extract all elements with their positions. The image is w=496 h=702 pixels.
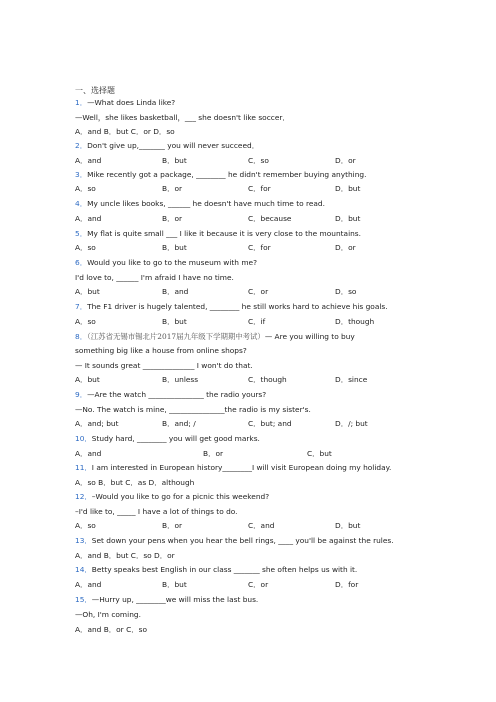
- question-number: 12．: [75, 492, 92, 501]
- option-a: A．and: [75, 214, 102, 223]
- question-number: 5．: [75, 229, 88, 238]
- option-a: A．and: [75, 156, 102, 165]
- question-4: [75, 199, 325, 209]
- question-number: 9．: [75, 390, 88, 399]
- question-15: [75, 595, 258, 605]
- question-6-line2: I'd love to, ______ I'm afraid I have no time.: [75, 273, 234, 282]
- option-a: A．so: [75, 184, 96, 193]
- option-a: A．so: [75, 521, 96, 530]
- question-number: 6．: [75, 258, 88, 267]
- option-d: D．since: [335, 375, 368, 384]
- question-text: I am interested in European history________I will visit European doing my holiday.: [91, 463, 392, 472]
- option-c: C．for: [248, 184, 271, 193]
- question-8-line2: something big like a house from online shops?: [75, 346, 247, 355]
- option-c: C．if: [248, 317, 266, 326]
- question-text: —Hurry up, ________we will miss the last bus.: [91, 595, 259, 604]
- question-text: Set down your pens when you hear the bell rings, ____ you'll be against the rules.: [91, 536, 394, 545]
- question-text: Betty speaks best English in our class _______ she often helps us with it.: [91, 565, 358, 574]
- question-2: [75, 141, 259, 151]
- question-text: Mike recently got a package, ________ he didn't remember buying anything.: [87, 170, 367, 179]
- question-number: 7．: [75, 302, 88, 311]
- question-text: –Would you like to go for a picnic this weekend?: [91, 492, 270, 501]
- option-a: A．and: [75, 449, 102, 458]
- question-number: 11．: [75, 463, 92, 472]
- question-text: Don't give up,_______ you will never succeed．: [87, 141, 260, 150]
- question-text: My uncle likes books, ______ he doesn't have much time to read.: [87, 199, 325, 208]
- option-d: D．but: [335, 521, 361, 530]
- question-12: [75, 492, 269, 502]
- question-text: My flat is quite small ___ I like it because it is very close to the mountains.: [87, 229, 362, 238]
- question-8-line3: — It sounds great ______________ I won't do that.: [75, 361, 253, 370]
- section-title: 一、选择题: [75, 86, 115, 95]
- option-c: C．because: [248, 214, 292, 223]
- question-5: [75, 229, 361, 239]
- question-13: [75, 536, 394, 546]
- question-1-line2: —Well，she likes basketball，___ she doesn't like soccer．: [75, 113, 290, 122]
- option-c: C．or: [248, 287, 269, 296]
- option-d: D．or: [335, 243, 356, 252]
- option-c: C．or: [248, 580, 269, 589]
- option-d: D．so: [335, 287, 357, 296]
- question-15-options: A．and B．or C．so: [75, 625, 147, 634]
- option-d: D．though: [335, 317, 375, 326]
- question-6: [75, 258, 257, 268]
- question-source: （江苏省无锡市锡北片2017届九年级下学期期中考试）: [87, 332, 265, 341]
- option-c: C．so: [248, 156, 269, 165]
- question-text: —Are the watch _______________ the radio yours?: [87, 390, 267, 399]
- question-text: —What does Linda like?: [87, 98, 176, 107]
- question-3: [75, 170, 366, 180]
- question-number: 14．: [75, 565, 92, 574]
- question-text: The F1 driver is hugely talented, ________ he still works hard to achieve his goals.: [87, 302, 388, 311]
- option-b: B．but: [162, 580, 187, 589]
- option-b: B．but: [162, 317, 187, 326]
- question-11: [75, 463, 391, 473]
- option-b: B．but: [162, 156, 187, 165]
- question-15-line2: —Oh, I'm coming.: [75, 610, 141, 619]
- option-a: A．but: [75, 287, 100, 296]
- option-d: D．for: [335, 580, 359, 589]
- question-11-options: A．so B．but C．as D．although: [75, 478, 195, 487]
- question-text: — Are you willing to buy: [264, 332, 355, 341]
- question-number: 8．: [75, 332, 88, 341]
- question-number: 10．: [75, 434, 92, 443]
- option-a: A．and: [75, 580, 102, 589]
- question-13-options: A．and B．but C．so D．or: [75, 551, 175, 560]
- question-9-line2: —No. The watch is mine, _______________the radio is my sister's.: [75, 405, 311, 414]
- option-b: B．or: [203, 449, 224, 458]
- option-c: C．though: [248, 375, 287, 384]
- option-c: C．but: [307, 449, 332, 458]
- option-c: C．and: [248, 521, 275, 530]
- option-b: B．and: [162, 287, 189, 296]
- question-10: [75, 434, 260, 444]
- question-14: [75, 565, 357, 575]
- option-b: B．and; /: [162, 419, 196, 428]
- option-b: B．unless: [162, 375, 199, 384]
- question-number: 3．: [75, 170, 88, 179]
- question-text: Would you like to go to the museum with me?: [87, 258, 258, 267]
- question-12-line2: –I'd like to, _____ I have a lot of things to do.: [75, 507, 238, 516]
- question-text: Study hard, ________ you will get good marks.: [91, 434, 260, 443]
- option-a: A．so: [75, 243, 96, 252]
- option-d: D．/; but: [335, 419, 368, 428]
- question-9: [75, 390, 266, 400]
- option-d: D．or: [335, 156, 356, 165]
- option-b: B．or: [162, 214, 183, 223]
- question-number: 1．: [75, 98, 88, 107]
- question-7: [75, 302, 388, 312]
- question-1: [75, 98, 175, 108]
- question-number: 15．: [75, 595, 92, 604]
- option-a: A．so: [75, 317, 96, 326]
- question-8: [75, 332, 355, 342]
- option-c: C．but; and: [248, 419, 292, 428]
- option-a: A．and; but: [75, 419, 119, 428]
- question-number: 4．: [75, 199, 88, 208]
- question-number: 13．: [75, 536, 92, 545]
- option-b: B．or: [162, 521, 183, 530]
- option-b: B．or: [162, 184, 183, 193]
- question-1-options: A．and B．but C．or D．so: [75, 127, 175, 136]
- option-d: D．but: [335, 184, 361, 193]
- question-number: 2．: [75, 141, 88, 150]
- option-b: B．but: [162, 243, 187, 252]
- option-c: C．for: [248, 243, 271, 252]
- option-a: A．but: [75, 375, 100, 384]
- option-d: D．but: [335, 214, 361, 223]
